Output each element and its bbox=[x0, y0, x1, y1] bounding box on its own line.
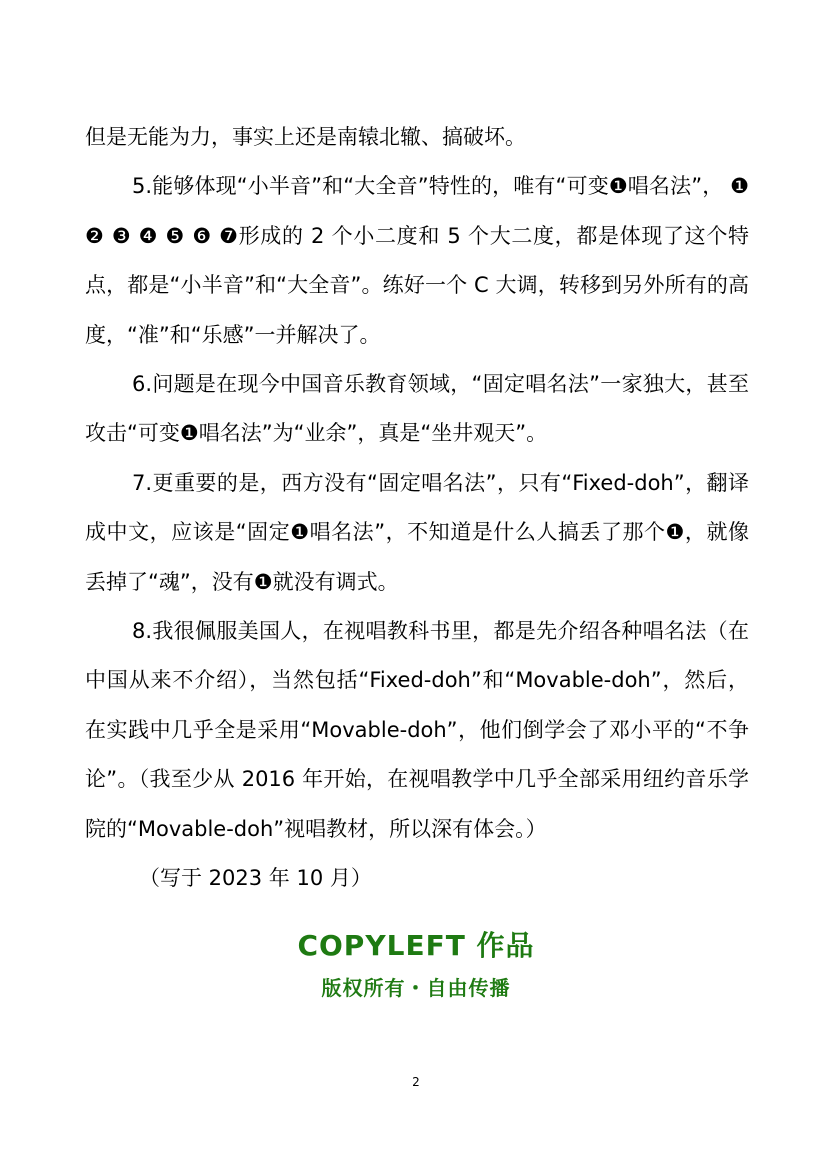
copyleft-title: COPYLEFT 作品 bbox=[297, 929, 535, 962]
page-number: 2 bbox=[412, 1075, 420, 1089]
document-body bbox=[85, 113, 749, 904]
paragraph-7: 7.更重要的是，西方没有“固定唱名法”，只有“Fixed-doh”，翻译成中文，应该是“固定❶唱名法”，不知道是什么人搞丢了那个❶，就像丢掉了“魂”，没有❶就没有调式。 bbox=[85, 470, 749, 594]
date-line: （写于 2023 年 10 月） bbox=[139, 866, 372, 891]
paragraph-continued: 但是无能为力，事实上还是南辕北辙、搞破坏。 bbox=[85, 125, 526, 149]
paragraph-6: 6.问题是在现今中国音乐教育领域，“固定唱名法”一家独大，甚至攻击“可变❶唱名法”为“业余”，真是“坐井观天”。 bbox=[85, 372, 749, 446]
copyleft-subtitle: 版权所有・自由传播 bbox=[321, 976, 511, 1000]
paragraph-5: 5.能够体现“小半音”和“大全音”特性的，唯有“可变❶唱名法”， ❶ ❷ ❸ ❹ ❺ ❻ ❼形成的 2 个小二度和 5 个大二度，都是体现了这个特点，都是“小半音”和“大全音”。练好一个 C 大调，转移到另外所有的高度，“准”和“乐感”一并解决了。 bbox=[85, 174, 749, 347]
paragraph-8: 8.我很佩服美国人，在视唱教科书里，都是先介绍各种唱名法（在中国从来不介绍），当然包括“Fixed-doh”和“Movable-doh”，然后，在实践中几乎全是采用“Movable-doh”，他们倒学会了邓小平的“不争论”。（我至少从 2016 年开始，在视唱教学中几乎全部采用纽约音乐学院的“Movable-doh”视唱教材，所以深有体会。） bbox=[85, 619, 749, 841]
